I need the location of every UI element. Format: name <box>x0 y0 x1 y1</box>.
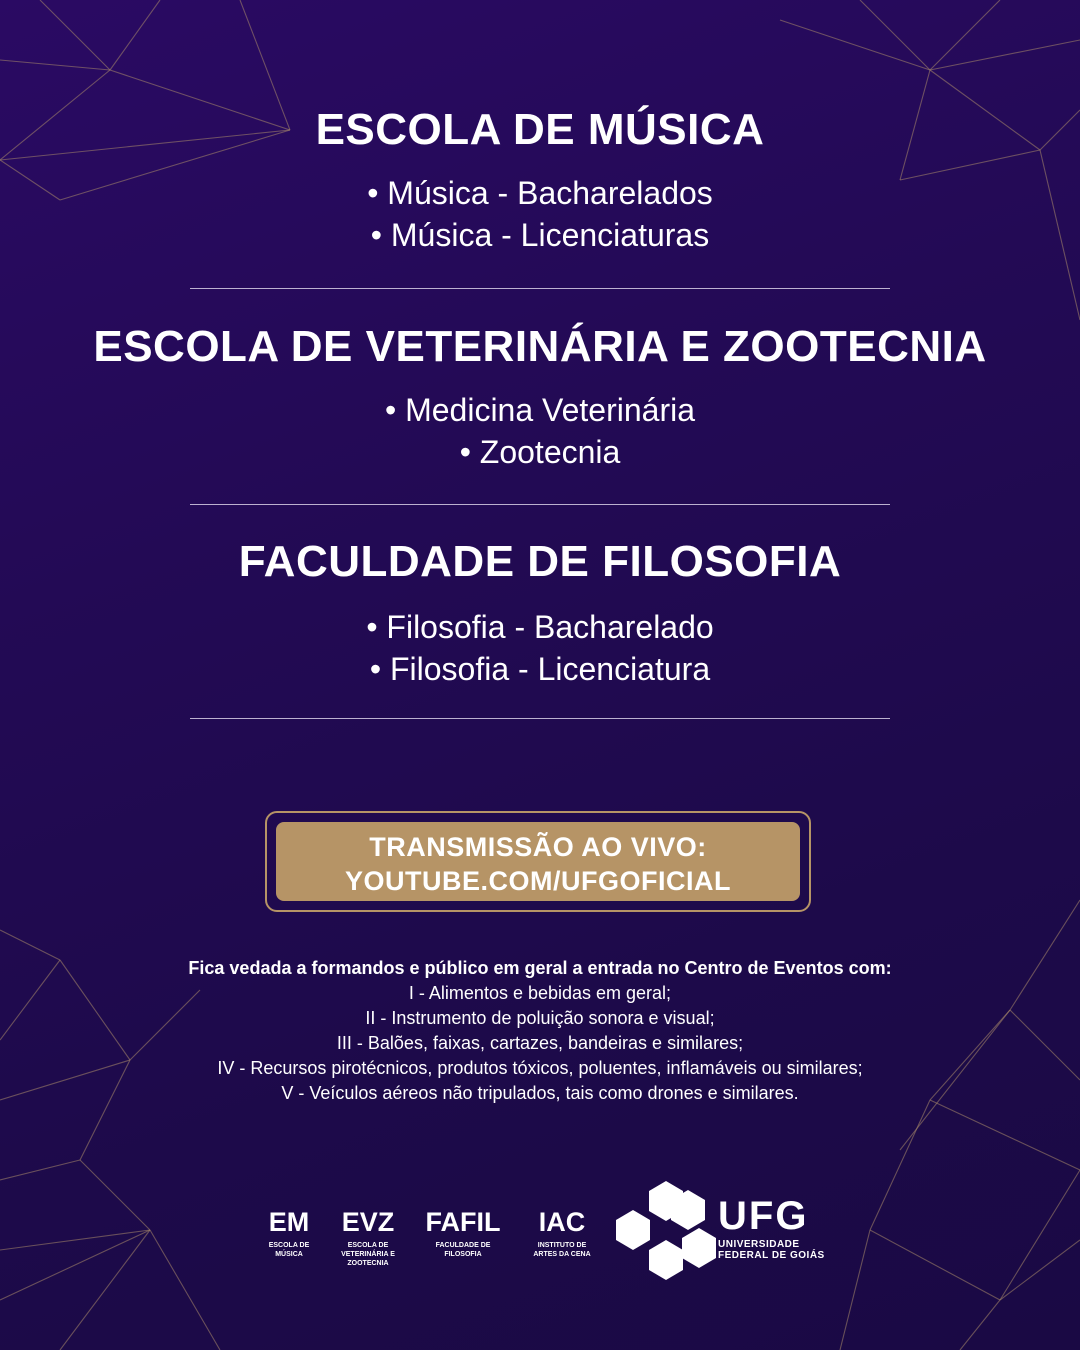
logo-abbr: EVZ <box>341 1207 395 1237</box>
logo-subtitle: ZOOTECNIA <box>347 1260 389 1267</box>
logo-subtitle: VETERINÁRIA E <box>341 1251 395 1258</box>
logo-evz <box>334 1207 402 1268</box>
section-faculdade-de-filosofia <box>0 532 1080 690</box>
logo-iac <box>524 1207 600 1259</box>
ufg-subtitle: UNIVERSIDADE <box>718 1239 800 1250</box>
logo-subtitle: FACULDADE DE <box>435 1242 491 1249</box>
notice-item: IV - Recursos pirotécnicos, produtos tóxicos, poluentes, inflamáveis ou similares; <box>217 1058 863 1078</box>
logo-subtitle: ESCOLA DE <box>268 1242 310 1249</box>
live-stream-banner <box>265 811 811 912</box>
logo-subtitle: ESCOLA DE <box>347 1242 389 1249</box>
course-item: • Filosofia - Bacharelado <box>366 609 714 645</box>
section-divider <box>190 504 890 505</box>
course-item: • Música - Bacharelados <box>367 175 713 211</box>
logo-abbr: IAC <box>538 1207 586 1237</box>
section-title: ESCOLA DE MÚSICA <box>315 105 765 154</box>
notice-item: V - Veículos aéreos não tripulados, tais como drones e similares. <box>281 1083 799 1103</box>
notice-item: I - Alimentos e bebidas em geral; <box>408 983 672 1003</box>
live-stream-label: TRANSMISSÃO AO VIVO: <box>369 832 707 862</box>
logo-subtitle: FILOSOFIA <box>444 1251 482 1258</box>
logo-subtitle: MÚSICA <box>275 1251 303 1258</box>
ufg-abbr: UFG <box>718 1194 809 1238</box>
hexagon-cluster-icon <box>616 1180 716 1282</box>
section-title: FACULDADE DE FILOSOFIA <box>238 537 842 586</box>
section-escola-de-veterinaria <box>0 317 1080 473</box>
section-divider <box>190 718 890 719</box>
logo-fafil <box>418 1207 508 1259</box>
logo-abbr: EM <box>268 1207 310 1237</box>
section-title: ESCOLA DE VETERINÁRIA E ZOOTECNIA <box>93 322 987 371</box>
notice-item: III - Balões, faixas, cartazes, bandeiras e similares; <box>336 1033 744 1053</box>
course-item: • Filosofia - Licenciatura <box>369 651 711 687</box>
section-escola-de-musica <box>0 100 1080 256</box>
restrictions-notice <box>0 956 1080 1106</box>
ufg-subtitle: FEDERAL DE GOIÁS <box>718 1250 825 1261</box>
ufg-logo <box>718 1196 825 1261</box>
course-item: • Zootecnia <box>459 434 621 470</box>
section-divider <box>190 288 890 289</box>
notice-heading: Fica vedada a formandos e público em geral a entrada no Centro de Eventos com: <box>188 958 892 978</box>
logo-subtitle: ARTES DA CENA <box>533 1251 591 1258</box>
logo-abbr: FAFIL <box>425 1207 501 1237</box>
notice-item: II - Instrumento de poluição sonora e visual; <box>365 1008 715 1028</box>
logo-subtitle: INSTITUTO DE <box>537 1242 587 1249</box>
logo-em <box>258 1207 320 1259</box>
course-item: • Medicina Veterinária <box>384 392 696 428</box>
live-stream-button[interactable] <box>276 822 800 901</box>
live-stream-link[interactable]: YOUTUBE.COM/UFGOFICIAL <box>345 866 731 896</box>
course-item: • Música - Licenciaturas <box>370 217 710 253</box>
